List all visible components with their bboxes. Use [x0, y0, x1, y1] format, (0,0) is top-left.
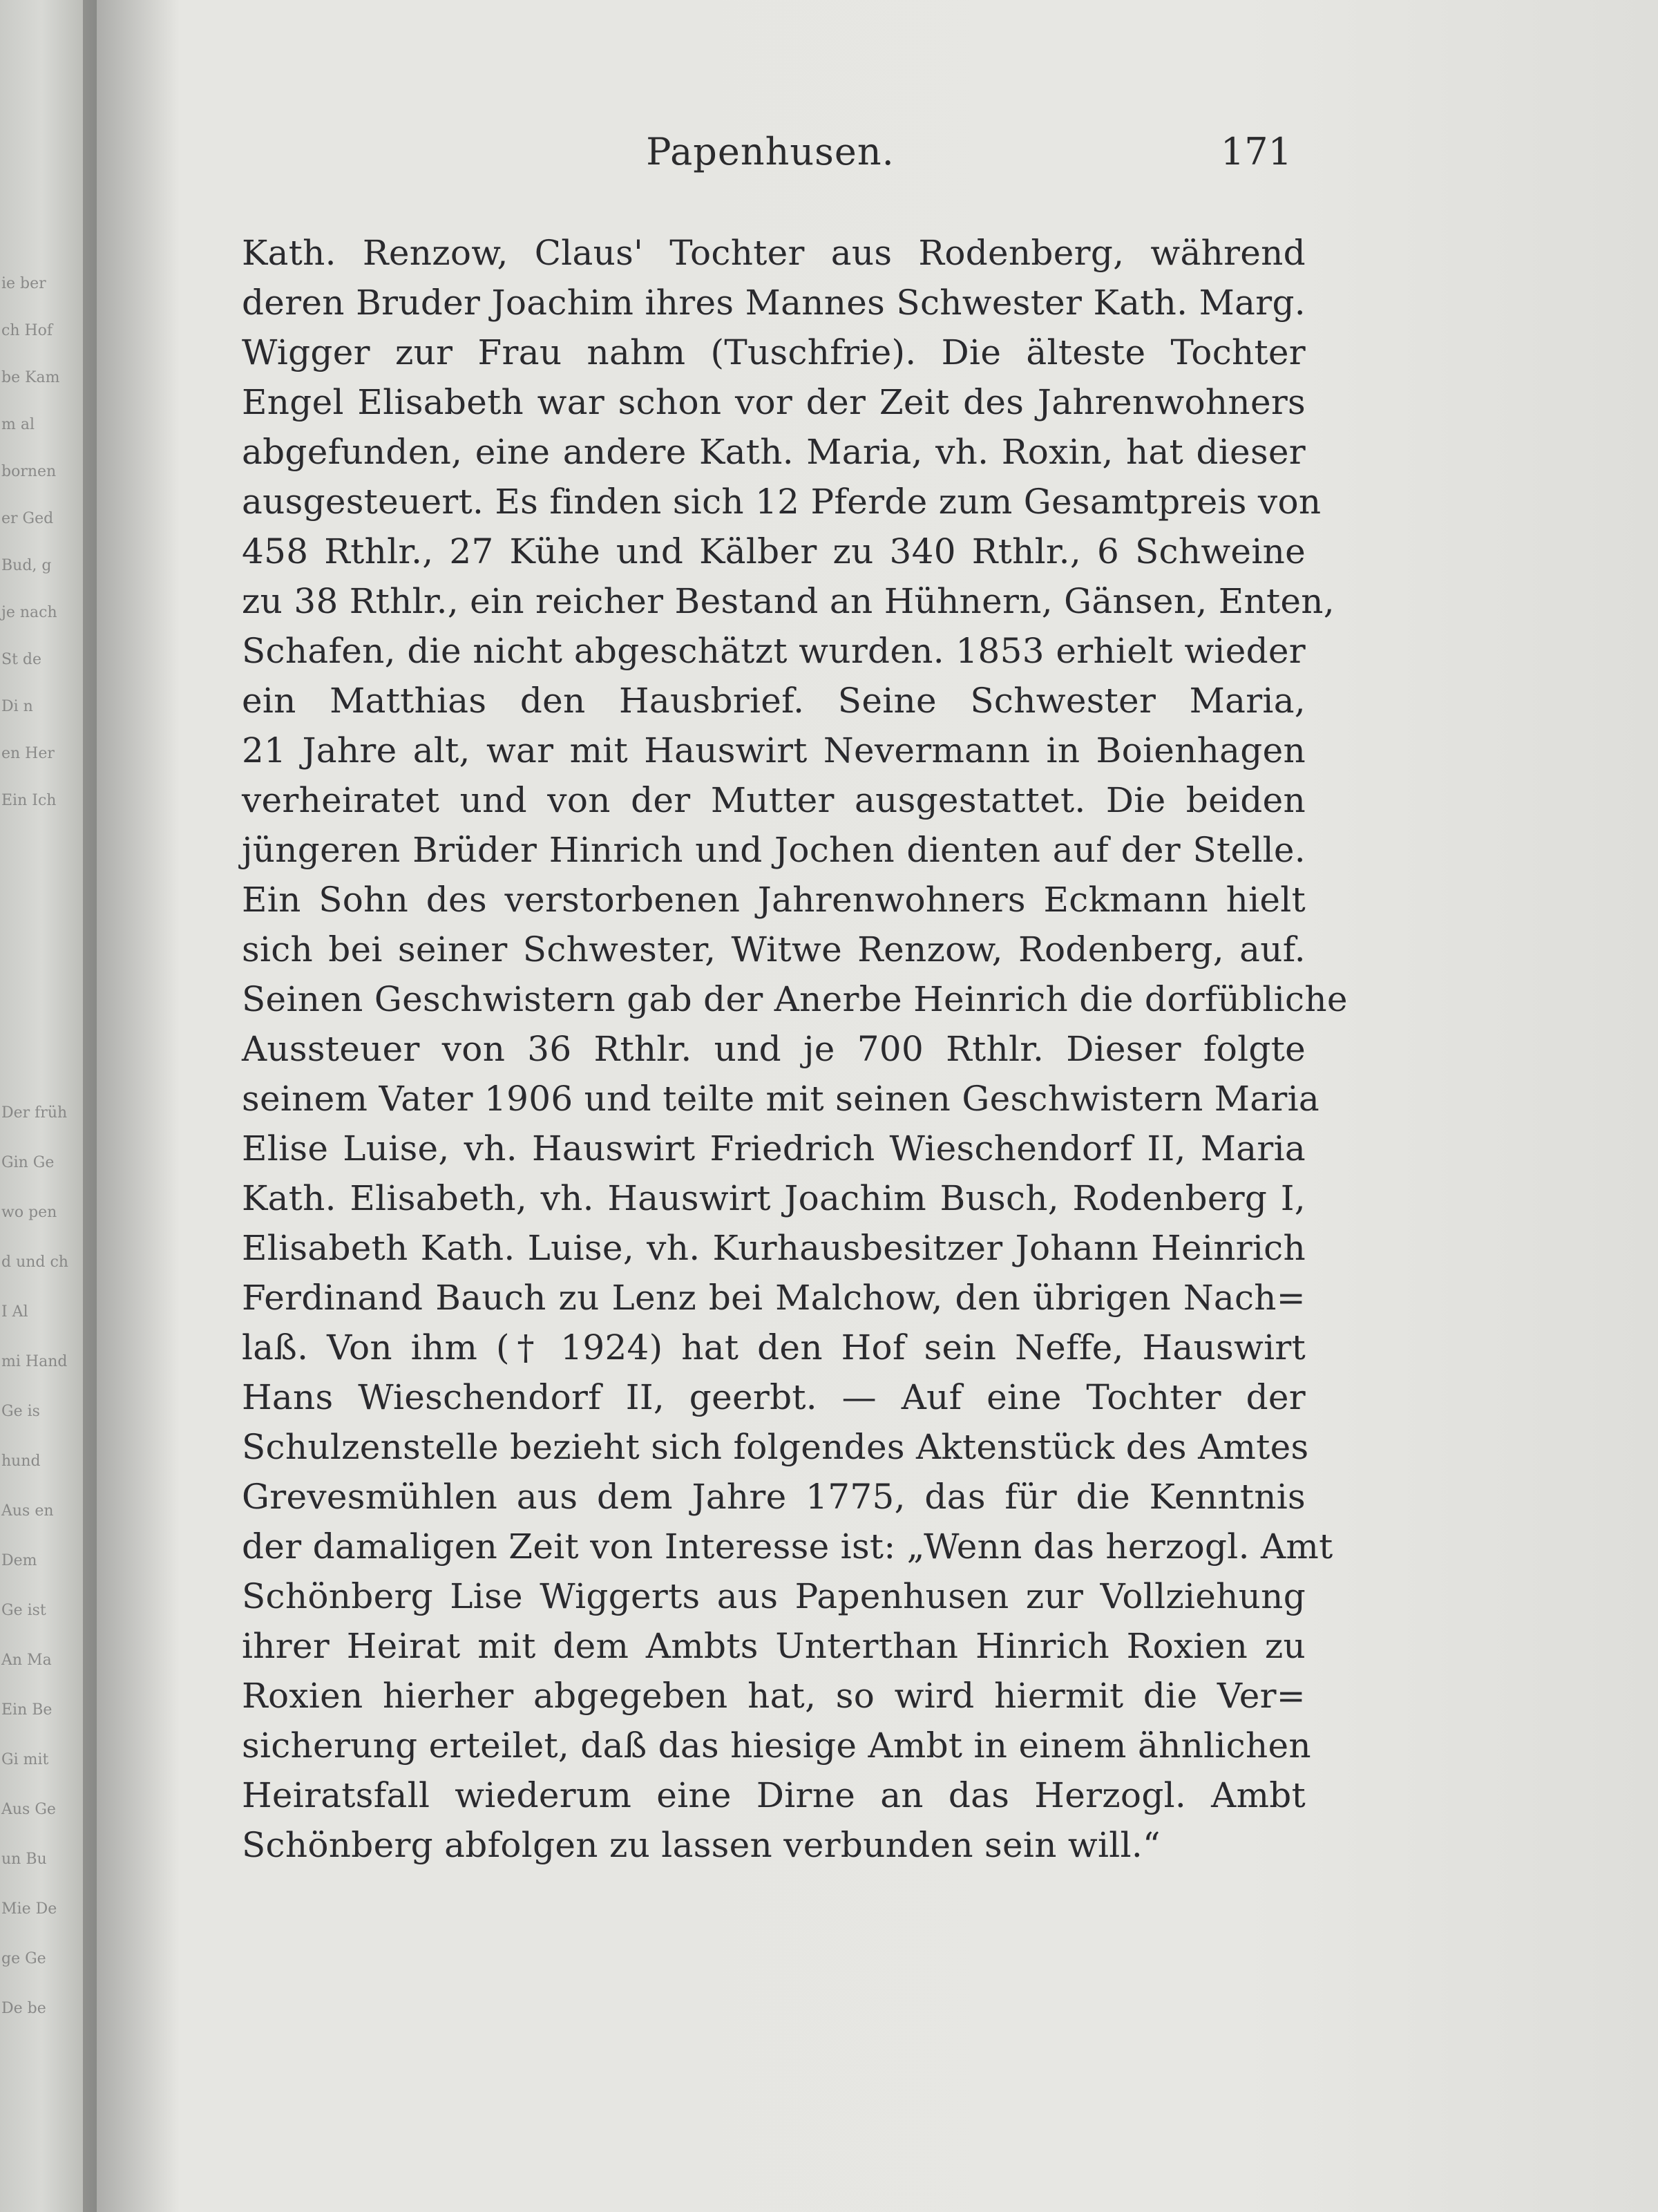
- facing-page-text-fragment: St de: [1, 651, 42, 668]
- text-line: 21 Jahre alt, war mit Hauswirt Nevermann in Boienhagen: [242, 730, 1306, 771]
- facing-page-text-fragment: Aus en: [1, 1502, 54, 1520]
- facing-page-text-fragment: Mie De: [1, 1900, 57, 1918]
- text-line: Schönberg abfolgen zu lassen verbunden sein will.“: [242, 1825, 1161, 1865]
- text-line: sich bei seiner Schwester, Witwe Renzow, Rodenberg, auf.: [242, 929, 1306, 970]
- facing-page-text-fragment: Ein Be: [1, 1701, 53, 1719]
- text-line: verheiratet und von der Mutter ausgestattet. Die beiden: [242, 780, 1306, 820]
- running-title: Papenhusen.: [646, 130, 895, 173]
- text-line: Schafen, die nicht abgeschätzt wurden. 1853 erhielt wieder: [242, 631, 1306, 671]
- facing-page-text-fragment: un Bu: [1, 1851, 47, 1868]
- page-number: 171: [1220, 130, 1292, 173]
- text-line: Schönberg Lise Wiggerts aus Papenhusen zur Vollziehung: [242, 1576, 1306, 1616]
- text-line: ein Matthias den Hausbrief. Seine Schwester Maria,: [242, 681, 1306, 721]
- facing-page-text-fragment: ch Hof: [1, 322, 53, 339]
- text-line: laß. Von ihm († 1924) hat den Hof sein Neffe, Hauswirt: [242, 1327, 1306, 1368]
- text-line: Elisabeth Kath. Luise, vh. Kurhausbesitzer Johann Heinrich: [242, 1228, 1306, 1268]
- text-line: 458 Rthlr., 27 Kühe und Kälber zu 340 Rthlr., 6 Schweine: [242, 531, 1306, 571]
- text-line: Roxien hierher abgegeben hat, so wird hiermit die Ver=: [242, 1676, 1306, 1716]
- page-header: [242, 130, 1299, 185]
- text-line: Kath. Elisabeth, vh. Hauswirt Joachim Busch, Rodenberg I,: [242, 1178, 1306, 1218]
- facing-page-text-fragment: Dem: [1, 1552, 37, 1569]
- facing-page-text-fragment: Gi mit: [1, 1751, 49, 1768]
- facing-page-text-fragment: je nach: [1, 604, 57, 621]
- facing-page-text-fragment: Bud, g: [1, 557, 52, 574]
- text-line: Heiratsfall wiederum eine Dirne an das Herzogl. Ambt: [242, 1775, 1306, 1815]
- facing-page-text-fragment: bornen: [1, 463, 57, 480]
- text-line: der damaligen Zeit von Interesse ist: „Wenn das herzogl. Amt: [242, 1526, 1333, 1567]
- text-line: Elise Luise, vh. Hauswirt Friedrich Wieschendorf II, Maria: [242, 1128, 1306, 1169]
- facing-page-text-fragment: d und ch: [1, 1254, 68, 1271]
- facing-page-text-fragment: De be: [1, 2000, 46, 2017]
- facing-page-text-fragment: An Ma: [1, 1652, 52, 1669]
- body-text: [242, 228, 1348, 1870]
- text-line: Engel Elisabeth war schon vor der Zeit des Jahrenwohners: [242, 382, 1306, 422]
- gutter-shadow: [83, 0, 180, 2212]
- text-line: Kath. Renzow, Claus' Tochter aus Rodenberg, während: [242, 233, 1306, 273]
- text-line: Hans Wieschendorf II, geerbt. — Auf eine Tochter der: [242, 1377, 1306, 1417]
- text-line: deren Bruder Joachim ihres Mannes Schwester Kath. Marg.: [242, 283, 1306, 323]
- text-line: abgefunden, eine andere Kath. Maria, vh. Roxin, hat dieser: [242, 432, 1306, 472]
- text-line: Ein Sohn des verstorbenen Jahrenwohners Eckmann hielt: [242, 880, 1306, 920]
- facing-page-text-fragment: be Kam: [1, 369, 60, 386]
- text-line: Wigger zur Frau nahm (Tuschfrie). Die älteste Tochter: [242, 332, 1306, 372]
- facing-page-text-fragment: en Her: [1, 745, 55, 762]
- facing-page-text-fragment: Gin Ge: [1, 1154, 55, 1171]
- facing-page-text-fragment: Di n: [1, 698, 33, 715]
- facing-page-text-fragment: Aus Ge: [1, 1801, 56, 1818]
- facing-page-text-fragment: ge Ge: [1, 1950, 46, 1967]
- text-line: Aussteuer von 36 Rthlr. und je 700 Rthlr. Dieser folgte: [242, 1029, 1306, 1069]
- text-line: ihrer Heirat mit dem Ambts Unterthan Hinrich Roxien zu: [242, 1626, 1306, 1666]
- facing-page-text-fragment: hund: [1, 1453, 41, 1470]
- facing-page-text-fragment: Ein Ich: [1, 792, 57, 809]
- text-line: ausgesteuert. Es finden sich 12 Pferde zum Gesamtpreis von: [242, 482, 1322, 522]
- facing-page-edge: [0, 0, 97, 2212]
- facing-page-text-fragment: Ge is: [1, 1403, 40, 1420]
- text-line: jüngeren Brüder Hinrich und Jochen dienten auf der Stelle.: [242, 830, 1306, 870]
- text-line: seinem Vater 1906 und teilte mit seinen Geschwistern Maria: [242, 1079, 1319, 1119]
- facing-page-text-fragment: mi Hand: [1, 1353, 68, 1370]
- text-line: Seinen Geschwistern gab der Anerbe Heinrich die dorfübliche: [242, 979, 1348, 1019]
- facing-page-text-fragment: m al: [1, 416, 35, 433]
- facing-page-text-fragment: I Al: [1, 1303, 28, 1321]
- text-line: Ferdinand Bauch zu Lenz bei Malchow, den übrigen Nach=: [242, 1278, 1306, 1318]
- facing-page-text-fragment: Ge ist: [1, 1602, 46, 1619]
- text-line: Grevesmühlen aus dem Jahre 1775, das für die Kenntnis: [242, 1477, 1306, 1517]
- facing-page-text-fragment: Der früh: [1, 1104, 68, 1122]
- text-line: Schulzenstelle bezieht sich folgendes Aktenstück des Amtes: [242, 1427, 1309, 1467]
- facing-page-text-fragment: wo pen: [1, 1204, 57, 1221]
- text-line: sicherung erteilet, daß das hiesige Ambt in einem ähnlichen: [242, 1726, 1311, 1766]
- text-line: zu 38 Rthlr., ein reicher Bestand an Hühnern, Gänsen, Enten,: [242, 581, 1335, 621]
- facing-page-text-fragment: ie ber: [1, 275, 46, 292]
- facing-page-text-fragment: er Ged: [1, 510, 54, 527]
